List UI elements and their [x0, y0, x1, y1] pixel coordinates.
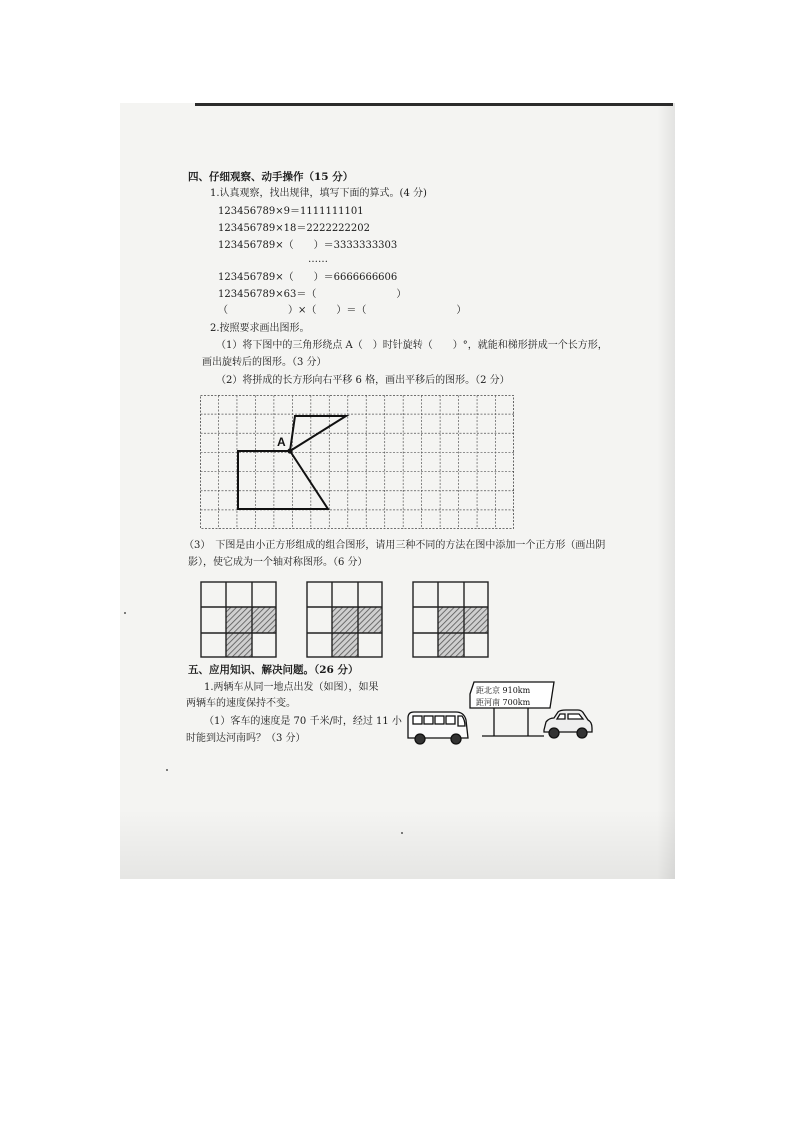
- s5-q1-line2: 两辆车的速度保持不变。: [186, 698, 296, 709]
- q2-part3-line2: 影），使它成为一个轴对称图形。（6 分）: [188, 557, 368, 568]
- equation-line: 123456789×9＝1111111101: [218, 206, 364, 217]
- symmetry-grid-3: [412, 581, 490, 659]
- scan-shadow-right: [657, 103, 675, 879]
- sign-line-1: 距北京 910km: [476, 686, 531, 695]
- s5-q1-line1: 1.两辆车从同一地点出发（如图），如果: [204, 682, 379, 693]
- ellipsis: ……: [308, 254, 328, 265]
- equation-line: （ ）×（ ）＝（ ）: [218, 305, 467, 316]
- s5-q1-sub2: 时能到达河南吗？（3 分）: [186, 733, 306, 744]
- trapezoid-shape: [238, 451, 328, 509]
- equation-line: 123456789×18＝2222222202: [218, 223, 370, 234]
- section4-heading: 四、仔细观察、动手操作（15 分）: [188, 171, 354, 183]
- rotation-grid: [200, 395, 516, 531]
- scan-speck: [166, 769, 168, 771]
- point-a: [287, 448, 292, 453]
- sign-line-2: 距河南 700km: [476, 698, 531, 707]
- q1-title: 1.认真观察，找出规律，填写下面的算式。(4 分): [210, 188, 427, 199]
- road-sign: [470, 682, 554, 736]
- q2-part2: （2）将拼成的长方形向右平移 6 格，画出平移后的图形。（2 分）: [216, 375, 510, 386]
- point-a-label: A: [277, 435, 286, 449]
- q2-part1-line2: 画出旋转后的图形。（3 分）: [202, 357, 327, 368]
- q2-part3-line1: （3） 下图是由小正方形组成的组合图形，请用三种不同的方法在图中添加一个正方形（画出阴: [184, 540, 606, 551]
- bus-icon: [408, 712, 468, 744]
- scan-speck: [124, 612, 126, 614]
- s5-q1-sub1: （1）客车的速度是 70 千米/时，经过 11 小: [204, 716, 402, 727]
- car-icon: [544, 710, 592, 738]
- symmetry-grid-1: [200, 581, 278, 659]
- vehicles-illustration: [404, 678, 596, 750]
- scan-shadow-bottom: [120, 809, 675, 879]
- symmetry-grid-2: [306, 581, 384, 659]
- equation-line: 123456789×（ ）＝3333333303: [218, 240, 398, 251]
- q2-part1-line1: （1）将下图中的三角形绕点 A（ ）时针旋转（ ）°，就能和梯形拼成一个长方形，: [216, 340, 608, 351]
- section5-heading: 五、应用知识、解决问题。（26 分）: [188, 664, 359, 676]
- sheet-top-edge: [195, 103, 673, 106]
- equation-line: 123456789×（ ）＝6666666606: [218, 272, 398, 283]
- q2-title: 2.按照要求画出图形。: [210, 323, 310, 334]
- exam-sheet: [120, 103, 675, 879]
- equation-line: 123456789×63＝（ ）: [218, 289, 407, 300]
